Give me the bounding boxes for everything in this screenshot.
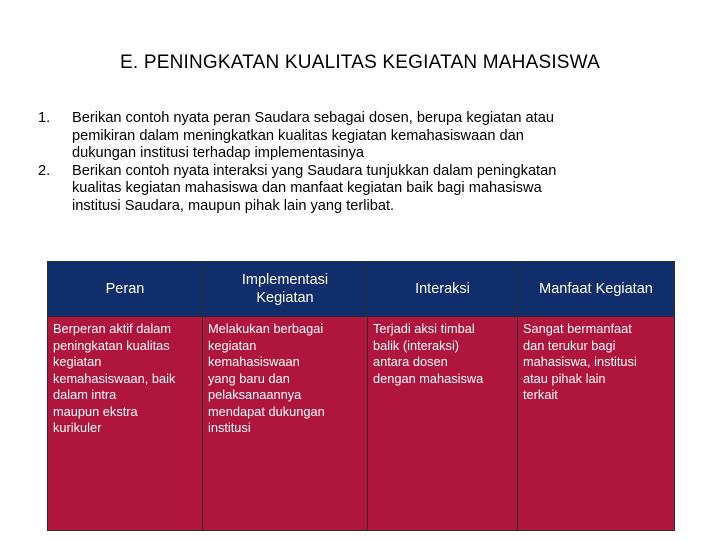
cell-text-line: kurikuler xyxy=(53,420,102,435)
cell-text-line: maupun ekstra xyxy=(53,403,138,419)
cell-text-line: institusi xyxy=(208,420,251,435)
cell-text-line: mendapat dukungan xyxy=(208,403,325,419)
cell-text-line: dalam intra xyxy=(53,387,117,402)
header-text-line: Implementasi xyxy=(241,272,329,288)
question-item xyxy=(38,163,688,216)
cell-text-line: kegiatan xyxy=(208,337,257,353)
cell-text-line: atau pihak lain xyxy=(523,370,606,386)
header-peran xyxy=(48,262,203,317)
header-implementasi-kegiatan xyxy=(203,262,368,317)
question-item xyxy=(38,110,688,163)
header-interaksi xyxy=(368,262,518,317)
question-number: 2. xyxy=(38,162,51,179)
question-text-line: dukungan institusi terhadap implementasinya xyxy=(72,145,365,161)
header-text-line: Manfaat Kegiatan xyxy=(539,281,653,297)
info-table-container xyxy=(47,261,674,531)
cell-interaksi xyxy=(368,317,518,531)
question-list xyxy=(38,110,688,215)
cell-manfaat-kegiatan xyxy=(518,317,675,531)
cell-text-line: Melakukan berbagai xyxy=(208,321,324,336)
question-text-line: pemikiran dalam meningkatkan kualitas kegiatan kemahasiswaan dan xyxy=(72,127,524,144)
cell-text-line: pelaksanaannya xyxy=(208,387,302,402)
table-header-row xyxy=(48,262,675,317)
question-text-line: Berikan contoh nyata interaksi yang Saudara tunjukkan dalam peningkatan xyxy=(72,162,557,179)
cell-text-line: mahasiswa, institusi xyxy=(523,354,637,369)
header-text-line: Kegiatan xyxy=(256,290,314,306)
cell-text-line: kegiatan xyxy=(53,354,102,369)
question-text-line: Berikan contoh nyata peran Saudara sebagai dosen, berupa kegiatan atau xyxy=(72,110,554,126)
cell-text-line: antara dosen xyxy=(373,354,448,369)
question-number: 1. xyxy=(38,110,51,126)
header-manfaat-kegiatan xyxy=(518,262,675,317)
cell-peran xyxy=(48,317,203,531)
slide-title: E. PENINGKATAN KUALITAS KEGIATAN MAHASISWA xyxy=(120,52,600,73)
cell-implementasi-kegiatan xyxy=(203,317,368,531)
header-text-line: Peran xyxy=(105,281,145,297)
cell-text-line: yang baru dan xyxy=(208,370,290,386)
cell-text-line: terkait xyxy=(523,387,558,402)
cell-text-line: dan terukur bagi xyxy=(523,337,616,353)
cell-text-line: dengan mahasiswa xyxy=(373,370,484,386)
cell-text-line: kemahasiswaan, baik xyxy=(53,370,176,386)
table-row xyxy=(48,317,675,531)
cell-text-line: Sangat bermanfaat xyxy=(523,321,632,336)
header-text-line: Interaksi xyxy=(415,281,470,297)
info-table xyxy=(47,261,675,531)
question-text-line: institusi Saudara, maupun pihak lain yang terlibat. xyxy=(72,197,395,214)
cell-text-line: peningkatan kualitas xyxy=(53,337,170,353)
cell-text-line: Terjadi aksi timbal xyxy=(373,321,475,336)
cell-text-line: kemahasiswaan xyxy=(208,354,300,369)
cell-text-line: balik (interaksi) xyxy=(373,337,460,353)
cell-text-line: Berperan aktif dalam xyxy=(53,321,172,336)
question-text-line: kualitas kegiatan mahasiswa dan manfaat kegiatan baik bagi mahasiswa xyxy=(72,180,542,196)
